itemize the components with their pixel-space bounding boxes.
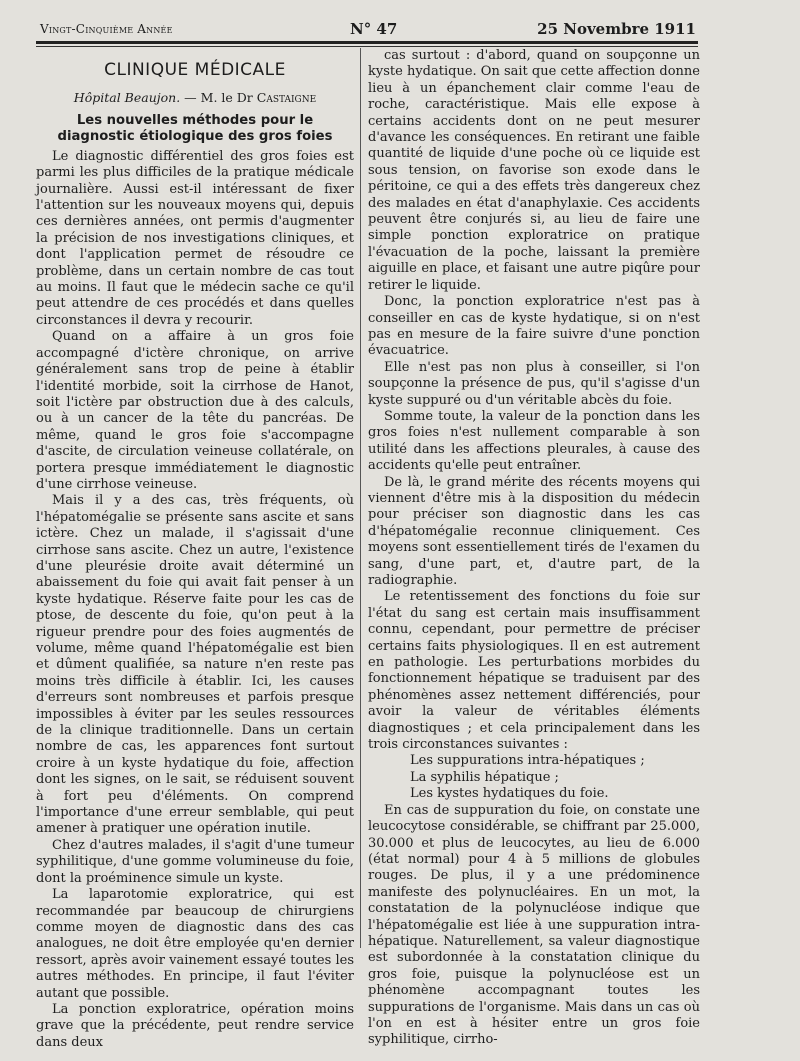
header-rule-thick [36, 41, 698, 44]
paragraph: Quand on a affaire à un gros foie accompagné d'ictère chronique, on arrive généralement sans trop de peine à établir l'identité morbide, soit la cirrhose de Hanot, soit l'ictère par obstruction due à des calculs, ou à un cancer de la tête du pancréas. De même, quand le gros foie s'accompagne d'ascite, de circulation veineuse collatérale, on portera presque immédiatement le diagnostic d'une cirrhose veineuse. [36, 329, 354, 492]
paragraph: Elle n'est pas non plus à conseiller, si l'on soupçonne la présence de pus, qu'il s'agisse d'un kyste suppuré ou d'un véritable abcès du foie. [368, 359, 700, 408]
conditions-list [368, 753, 700, 802]
paragraph: Chez d'autres malades, il s'agit d'une tumeur syphilitique, d'une gomme volumineuse du foie, dont la proéminence simule un kyste. [36, 837, 354, 886]
paragraph: Donc, la ponction exploratrice n'est pas à conseiller en cas de kyste hydatique, si on n'est pas en mesure de la faire suivre d'une ponction évacuatrice. [368, 294, 700, 359]
paragraph: En cas de suppuration du foie, on constate une leucocytose considérable, se chiffrant par 25.000, 30.000 et plus de leucocytes, au lieu de 6.000 (état normal) pour 4 à 5 millions de globules rouges. De plus, il y a une prédominence manifeste des polynucléaires. En un mot, la constatation de la polynucléose indique que l'hépatomégalie est liée à une suppuration intra-hépatique. Naturellement, sa valeur diagnostique est subordonnée à la constatation clinique du gros foie, puisque la polynucléose est un phénomène accompagnant toutes les suppurations de l'organisme. Mais dans un cas où l'on en est à hésiter entre un gros foie syphilitique, cirrho- [368, 802, 700, 1048]
list-item: La syphilis hépatique ; [410, 769, 559, 785]
right-body-b [368, 803, 700, 1049]
header-issue-number: N° 47 [350, 20, 398, 38]
left-column [36, 56, 354, 1051]
header-rule-thin [36, 46, 698, 47]
header-year: Vingt-Cinquième Année [40, 22, 173, 36]
header-date: 25 Novembre 1911 [537, 20, 696, 38]
hospital-line [36, 90, 354, 106]
paragraph: La ponction exploratrice, opération moins grave que la précédente, peut rendre service dans deux [36, 1001, 354, 1050]
paragraph: cas surtout : d'abord, quand on soupçonne un kyste hydatique. On sait que cette affection donne lieu à un épanchement clair comme l'eau de roche, caractéristique. Mais elle expose à certains accidents dont on ne peut mesurer d'avance les conséquences. En retirant une faible quantité de liquide d'une poche où ce liquide est sous tension, on favorise son exode dans le péritoine, ce qui a des effets très dangereux chez des malades en état d'anaphylaxie. Ces accidents peuvent être conjurés si, au lieu de faire une simple ponction exploratrice on pratique l'évacuation de la poche, laissant la première aiguille en place, et faisant une autre piqûre pour retirer le liquide. [368, 48, 700, 293]
paragraph: Mais il y a des cas, très fréquents, où l'hépatomégalie se présente sans ascite et sans ictère. Chez un malade, il s'agissait d'une cirrhose sans ascite. Chez un autre, l'existence d'une pleurésie droite avait déterminé un abaissement du foie qui avait fait penser à un kyste hydatique. Réserve faite pour les cas de ptose, de descente du foie, qu'on peut à la rigueur prendre pour des foies augmentés de volume, même quand l'hépatomégalie est bien et dûment qualifiée, sa nature n'en reste pas moins très difficile à établir. Ici, les causes d'erreurs sont nombreuses et parfois presque impossibles à éviter par les seules ressources de la clinique traditionnelle. Dans un certain nombre de cas, les apparences font surtout croire à un kyste hydatique du foie, affection dont les signes, on le sait, se réduisent souvent à fort peu d'éléments. On comprend l'importance d'une erreur semblable, qui peut amener à pratiquer une opération inutile. [36, 493, 354, 837]
paragraph: Le retentissement des fonctions du foie sur l'état du sang est certain mais insuffisamment connu, cependant, pour permettre de préciser certains faits physiologiques. Il en est autrement en pathologie. Les perturbations morbides du fonctionnement hépatique se traduisent par des phénomènes assez nettement différenciés, pour avoir la valeur de véritables éléments diagnostiques ; et cela principalement dans les trois circonstances suivantes : [368, 589, 700, 753]
paragraph: Le diagnostic différentiel des gros foies est parmi les plus difficiles de la pratique médicale journalière. Aussi est-il intéressant de fixer l'attention sur les nouveaux moyens qui, depuis ces dernières années, ont permis d'augmenter la précision de nos investigations cliniques, et dont l'application permet de résoudre ce problème, dans un certain nombre de cas tout au moins. Il faut que le médecin sache ce qu'il peut attendre de ces procédés et dans quelles circonstances il devra y recourir. [36, 148, 354, 328]
hospital-name: Hôpital Beaujon. — [73, 90, 197, 106]
list-item: Les suppurations intra-hépatiques ; [410, 753, 645, 769]
paragraph: La laparotomie exploratrice, qui est recommandée par beaucoup de chirurgiens comme moyen de diagnostic dans des cas analogues, ne doit être employée qu'en dernier ressort, après avoir vainement essayé toutes les autres méthodes. En principe, il faut l'éviter autant que possible. [36, 887, 354, 1001]
doctor-name: Castaigne [256, 90, 317, 106]
right-body-a [368, 48, 700, 753]
article-title: Les nouvelles méthodes pour le diagnostic étiologique des gros foies [57, 112, 333, 144]
right-column [368, 48, 700, 1049]
left-body [36, 149, 354, 1051]
column-divider [360, 48, 361, 948]
paragraph: De là, le grand mérite des récents moyens qui viennent d'être mis à la disposition du médecin pour préciser son diagnostic dans les cas d'hépatomégalie reconnue cliniquement. Ces moyens sont essentiellement tirés de l'examen du sang, d'une part, et, d'autre part, de la radiographie. [368, 474, 700, 588]
list-item: Les kystes hydatiques du foie. [410, 786, 609, 802]
doctor-prefix: M. le Dr [200, 90, 253, 106]
section-title: CLINIQUE MÉDICALE [104, 60, 286, 80]
page-header [40, 20, 696, 42]
paragraph: Somme toute, la valeur de la ponction dans les gros foies n'est nullement comparable à son utilité dans les affections pleurales, à cause des accidents qu'elle peut entraîner. [368, 408, 700, 474]
